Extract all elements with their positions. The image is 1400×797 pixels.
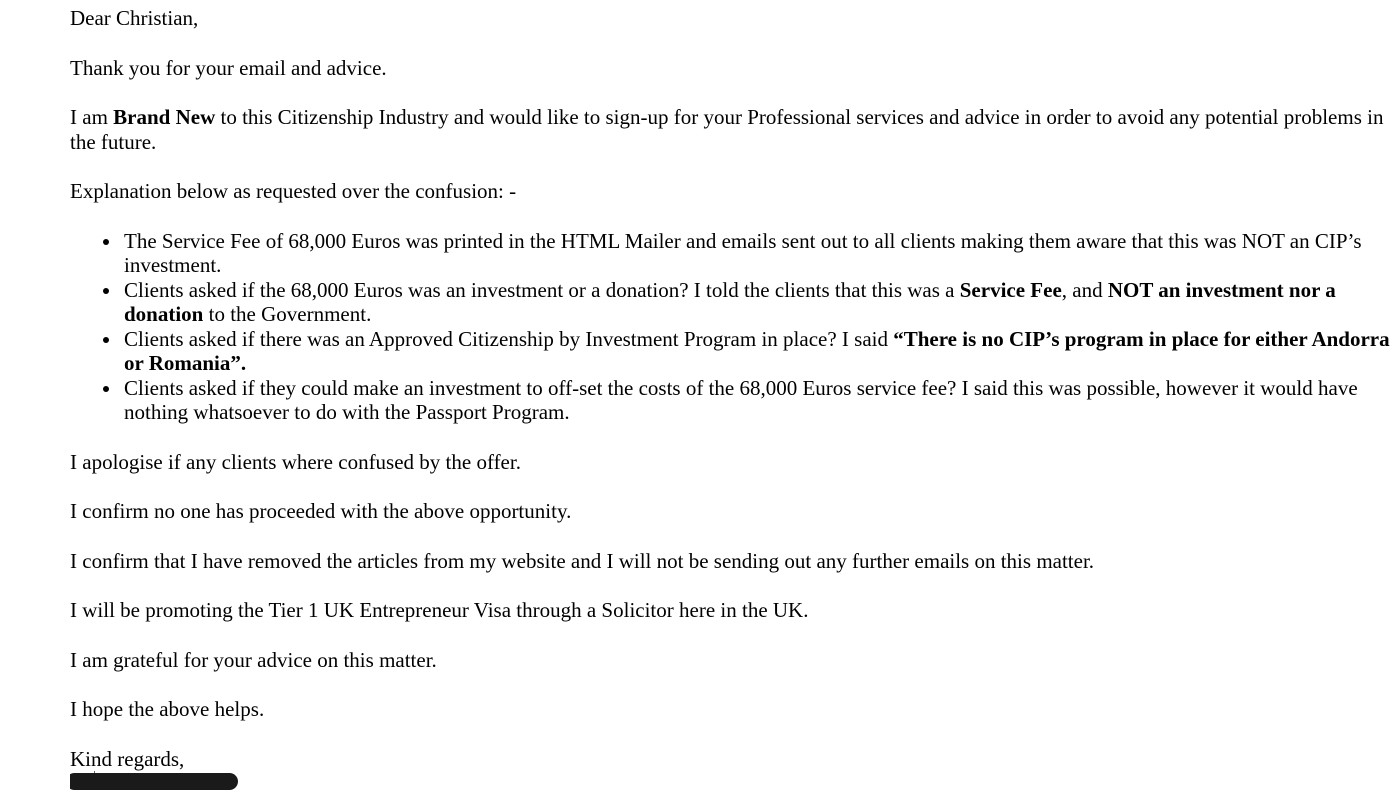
bullet-dot-icon [103,337,109,343]
hope-paragraph: I hope the above helps. [70,697,265,721]
confirm-removed-paragraph: I confirm that I have removed the articles from my website and I will not be sending out any further emails on this matter. [70,548,1095,573]
confirm-no-one-paragraph: I confirm no one has proceeded with the above opportunity. [70,499,572,523]
bullet-item [124,376,1396,425]
promotion-paragraph: I will be promoting the Tier 1 UK Entrepreneur Visa through a Solicitor here in the UK. [70,598,809,622]
explanation-lead: Explanation below as requested over the confusion: - [70,179,517,203]
apology-paragraph: I apologise if any clients where confused by the offer. [70,449,521,474]
bullet-text: The Service Fee of 68,000 Euros was printed in the HTML Mailer and emails sent out to all clients making them aware that this was NOT an CIP’s investment. [124,228,1362,277]
bullet-bold-quote: “There is no CIP’s program in place for either Andorra or Romania”. [124,326,1390,375]
bullet-text-before: Clients asked if there was an Approved Citizenship by Investment Program in place? I said [124,326,894,351]
bullet-text-before: Clients asked if the 68,000 Euros was an investment or a donation? I told the clients that this was a [124,277,960,302]
closing: Kind regards, [70,746,185,771]
email-letter-body [70,6,1396,771]
bullet-item [124,278,1396,327]
greeting: Dear Christian, [70,6,199,30]
bullet-text: Clients asked if they could make an investment to off-set the costs of the 68,000 Euros service fee? I said this was possible, however it would have nothing whatsoever to do with the Passport Program. [124,375,1358,424]
bullet-text-after: to the Government. [203,302,372,326]
intro-text-before: I am [70,105,114,129]
intro-paragraph [70,105,1396,154]
bullet-dot-icon [103,239,109,245]
bullet-dot-icon [103,288,109,294]
bullet-item [124,327,1396,376]
explanation-bullet-list [70,229,1396,425]
intro-text-after: to this Citizenship Industry and would like to sign-up for your Professional services and advice in order to avoid any potential problems in the future. [70,105,1384,154]
signature-area [70,771,270,797]
thanks-paragraph: Thank you for your email and advice. [70,55,387,80]
bullet-dot-icon [103,386,109,392]
bullet-bold-service-fee: Service Fee [959,277,1062,302]
redaction-bar [70,773,238,790]
bullet-text-middle: , and [1061,277,1108,302]
bullet-bold-not-investment: NOT an investment nor a donation [124,277,1336,326]
grateful-paragraph: I am grateful for your advice on this matter. [70,647,437,672]
bullet-item [124,229,1396,278]
intro-bold-brand-new: Brand New [113,105,216,129]
